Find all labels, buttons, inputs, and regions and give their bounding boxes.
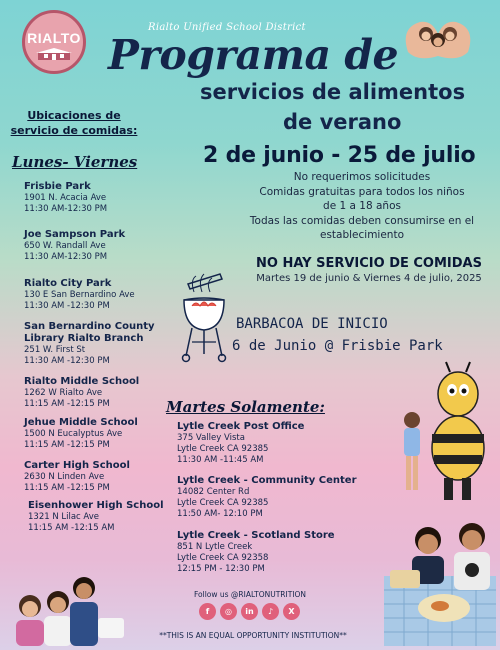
location-city: Lytle Creek CA 92358 — [177, 553, 269, 563]
location-entry — [24, 278, 194, 312]
info-line: establecimiento — [319, 229, 404, 241]
kids-hands-heart-image — [398, 8, 478, 64]
location-address: 851 N Lytle Creek — [177, 542, 253, 552]
location-address: 251 W. First St — [24, 345, 86, 355]
location-city: Lytle Creek CA 92385 — [177, 444, 269, 454]
children-eating-photo — [384, 520, 496, 646]
location-entry — [24, 417, 194, 451]
children-photo — [8, 566, 128, 646]
tiktok-icon[interactable]: ♪ — [262, 603, 279, 620]
program-subtitle-1: servicios de alimentos — [200, 80, 466, 104]
location-address: 14082 Center Rd — [177, 487, 250, 497]
location-name: Joe Sampson Park — [24, 229, 126, 240]
location-hours: 11:30 AM -11:45 AM — [177, 455, 264, 465]
location-name: Eisenhower High School — [28, 500, 164, 511]
location-city: Lytle Creek CA 92385 — [177, 498, 269, 508]
locations-heading: Ubicaciones de servicio de comidas: — [10, 109, 138, 137]
location-name: Carter High School — [24, 460, 130, 471]
info-line: Todas las comidas deben consumirse en el — [249, 214, 475, 227]
location-address: 1262 W Rialto Ave — [24, 388, 103, 398]
logo-wordmark: RIALTO — [27, 30, 81, 46]
info-line: No requerimos solicitudes — [293, 171, 431, 183]
follow-us-text: Follow us @RIALTONUTRITION — [193, 590, 307, 599]
kickoff-bbq-date: 6 de Junio @ Frisbie Park — [232, 338, 443, 354]
tuesday-heading: Martes Solamente: — [166, 398, 325, 416]
info-line: Comidas gratuitas para todos los niños — [259, 185, 465, 198]
program-info — [232, 170, 492, 243]
bee-mascot-photo — [396, 360, 488, 510]
tuesday-location-entry — [177, 475, 377, 520]
location-name: Frisbie Park — [24, 181, 91, 192]
location-address: 650 W. Randall Ave — [24, 241, 106, 251]
equal-opportunity-statement: **THIS IS AN EQUAL OPPORTUNITY INSTITUTION** — [159, 631, 347, 640]
location-hours: 12:15 PM - 12:30 PM — [177, 564, 265, 574]
program-subtitle-2: de verano — [283, 110, 402, 134]
location-hours: 11:30 AM -12:30 PM — [24, 356, 110, 366]
location-entry — [24, 229, 194, 263]
location-name: Lytle Creek Post Office — [177, 421, 305, 432]
location-entry — [24, 181, 194, 215]
info-line: de 1 a 18 años — [323, 200, 401, 212]
location-address: 1500 N Eucalyptus Ave — [24, 429, 123, 439]
location-hours: 11:15 AM -12:15 PM — [24, 483, 110, 493]
no-service-heading: NO HAY SERVICIO DE COMIDAS — [256, 256, 482, 271]
no-service-dates: Martes 19 de junio & Viernes 4 de julio, 2025 — [256, 273, 482, 284]
location-address: 1321 N Lilac Ave — [28, 512, 100, 522]
linkedin-icon[interactable]: in — [241, 603, 258, 620]
location-hours: 11:15 AM -12:15 PM — [24, 399, 110, 409]
location-name: Lytle Creek - Community Center — [177, 475, 357, 486]
kickoff-bbq-title: BARBACOA DE INICIO — [236, 316, 388, 332]
tuesday-location-entry — [177, 421, 347, 466]
location-address: 1901 N. Acacia Ave — [24, 193, 107, 203]
location-address: 130 E San Bernardino Ave — [24, 290, 135, 300]
location-hours: 11:30 AM -12:30 PM — [24, 301, 110, 311]
program-dates: 2 de junio - 25 de julio — [203, 143, 476, 168]
instagram-icon[interactable]: ◎ — [220, 603, 237, 620]
facebook-icon[interactable]: f — [199, 603, 216, 620]
location-hours: 11:30 AM-12:30 PM — [24, 252, 108, 262]
location-hours: 11:15 AM -12:15 PM — [24, 440, 110, 450]
location-name: Lytle Creek - Scotland Store — [177, 530, 335, 541]
weekday-heading: Lunes- Viernes — [12, 153, 138, 171]
location-name: San Bernardino County — [24, 321, 155, 332]
location-name: Rialto City Park — [24, 278, 112, 289]
district-logo — [22, 10, 86, 74]
x-icon[interactable]: X — [283, 603, 300, 620]
location-name-line2: Library Rialto Branch — [24, 333, 144, 344]
tuesday-location-entry — [177, 530, 347, 575]
location-entry — [28, 500, 198, 534]
social-links — [199, 603, 300, 620]
program-title: Programa de — [108, 31, 399, 79]
location-entry — [24, 321, 194, 367]
location-hours: 11:50 AM- 12:10 PM — [177, 509, 263, 519]
location-address: 2630 N Linden Ave — [24, 472, 105, 482]
location-address: 375 Valley Vista — [177, 433, 245, 443]
location-hours: 11:30 AM-12:30 PM — [24, 204, 108, 214]
location-name: Jehue Middle School — [24, 417, 138, 428]
location-entry — [24, 460, 194, 494]
schoolhouse-icon — [36, 48, 72, 60]
location-name: Rialto Middle School — [24, 376, 140, 387]
district-name: Rialto Unified School District — [148, 22, 306, 33]
location-hours: 11:15 AM -12:15 AM — [28, 523, 115, 533]
